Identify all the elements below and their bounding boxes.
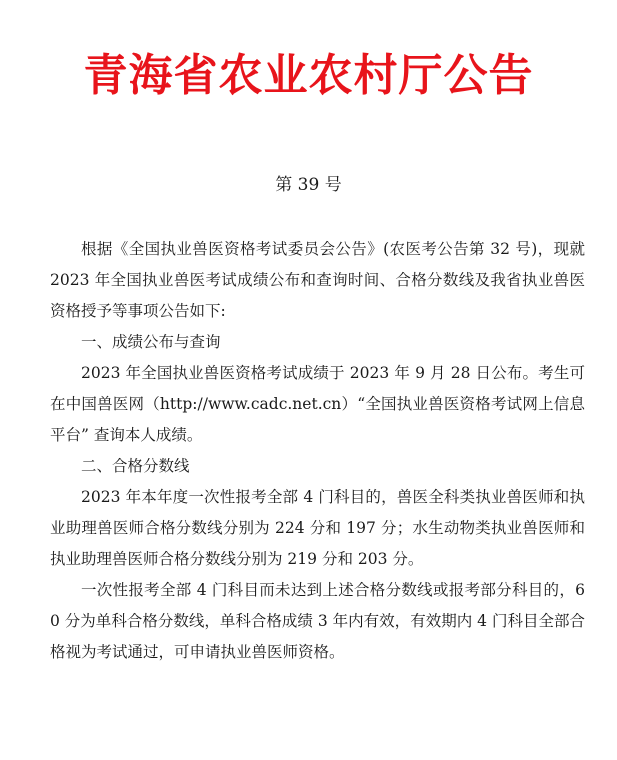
results-paragraph: 2023 年全国执业兽医资格考试成绩于 2023 年 9 月 28 日公布。考生可在中国兽医网（http://www.cadc.net.cn）“全国执业兽医资格考试网上信息平台” 查询本人成绩。: [50, 364, 585, 444]
announcement-body: [50, 234, 585, 668]
passing-score-paragraph: 2023 年本年度一次性报考全部 4 门科目的，兽医全科类执业兽医师和执业助理兽医师合格分数线分别为 224 分和 197 分；水生动物类执业兽医师和执业助理兽医师合格分数线分别为 219 分和 203 分。: [50, 488, 585, 568]
single-subject-paragraph: 一次性报考全部 4 门科目而未达到上述合格分数线或报考部分科目的，60 分为单科合格分数线，单科合格成绩 3 年内有效，有效期内 4 门科目全部合格视为考试通过，可申请执业兽医师资格。: [50, 581, 585, 661]
document-number: 第 39 号: [275, 175, 342, 195]
intro-paragraph: 根据《全国执业兽医资格考试委员会公告》(农医考公告第 32 号)，现就 2023 年全国执业兽医考试成绩公布和查询时间、合格分数线及我省执业兽医资格授予等事项公告如下:: [50, 240, 585, 320]
section-heading-results: 一、成绩公布与查询: [81, 333, 221, 351]
announcement-title: 青海省农业农村厅公告: [83, 50, 534, 101]
section-heading-passing-score: 二、合格分数线: [81, 457, 190, 475]
